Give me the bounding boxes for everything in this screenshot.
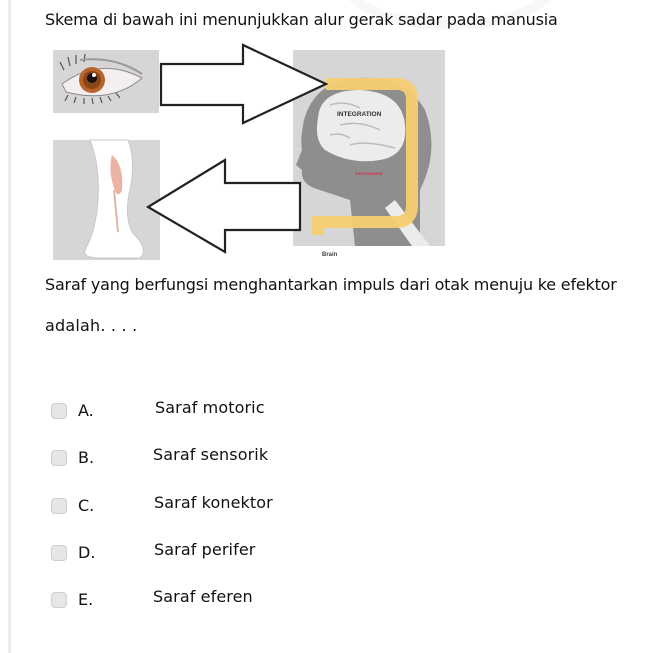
question-text: Saraf yang berfungsi menghantarkan impuls dari otak menuju ke efektor: [45, 275, 617, 294]
checkbox[interactable]: [51, 450, 67, 466]
option-c[interactable]: [50, 493, 350, 517]
interneuron-label: interneurons: [355, 171, 383, 176]
option-letter: D.: [78, 543, 96, 562]
option-b[interactable]: [50, 445, 350, 469]
leg-effector-image: [53, 140, 160, 260]
option-d[interactable]: [50, 540, 350, 564]
checkbox[interactable]: [51, 498, 67, 514]
brain-label: Brain: [322, 252, 338, 258]
option-text: Saraf eferen: [153, 587, 253, 606]
conscious-movement-diagram: [0, 0, 656, 270]
option-text: Saraf perifer: [154, 540, 256, 559]
option-text: Saraf konektor: [154, 493, 273, 512]
checkbox[interactable]: [51, 545, 67, 561]
option-a[interactable]: [50, 398, 350, 422]
option-e[interactable]: [50, 587, 350, 611]
question-intro: Skema di bawah ini menunjukkan alur gerak sadar pada manusia: [45, 10, 558, 29]
checkbox[interactable]: [51, 403, 67, 419]
eye-receptor-image: [53, 50, 159, 113]
option-letter: C.: [78, 496, 95, 515]
arrow-left-icon: [148, 160, 300, 252]
option-text: Saraf sensorik: [153, 445, 269, 464]
option-text: Saraf motoric: [155, 398, 265, 417]
checkbox[interactable]: [51, 592, 67, 608]
option-letter: E.: [78, 590, 94, 609]
option-letter: A.: [78, 401, 94, 420]
option-letter: B.: [78, 448, 95, 467]
integration-label: INTEGRATION: [337, 111, 382, 118]
question-text-continuation: adalah. . . .: [45, 316, 138, 335]
